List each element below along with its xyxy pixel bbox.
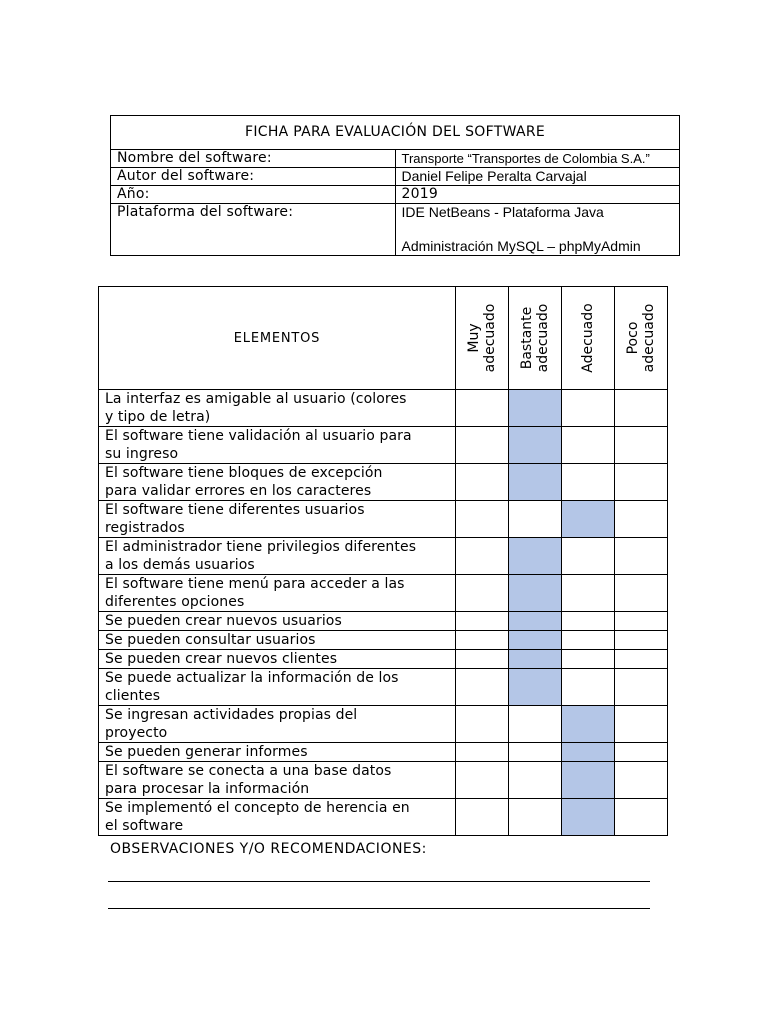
rating-cell-selected[interactable] (509, 631, 562, 650)
rating-column-header (456, 287, 509, 390)
rating-cell-selected[interactable] (562, 743, 615, 762)
rating-column-label-line: Adecuado (580, 303, 596, 373)
rating-cell[interactable] (562, 669, 615, 706)
criterion-line: para procesar la información (105, 781, 310, 797)
criterion-line: Se pueden generar informes (105, 744, 308, 760)
criterion-text (99, 501, 456, 538)
criterion-text (99, 427, 456, 464)
table-row (99, 706, 668, 743)
table-row (99, 612, 668, 631)
table-row (99, 464, 668, 501)
rating-cell[interactable] (615, 669, 668, 706)
rating-cell[interactable] (509, 799, 562, 836)
rating-cell[interactable] (562, 538, 615, 575)
table-row (99, 650, 668, 669)
rating-column-label (625, 304, 657, 373)
table-row (99, 631, 668, 650)
rating-cell[interactable] (509, 762, 562, 799)
rating-cell[interactable] (456, 799, 509, 836)
rating-cell[interactable] (456, 501, 509, 538)
rating-cell[interactable] (562, 464, 615, 501)
rating-cell-selected[interactable] (509, 390, 562, 427)
rating-cell[interactable] (615, 501, 668, 538)
rating-cell[interactable] (615, 762, 668, 799)
rating-cell-selected[interactable] (509, 575, 562, 612)
criterion-text (99, 650, 456, 669)
observations-line-2[interactable] (108, 908, 650, 909)
elements-header: ELEMENTOS (99, 287, 456, 390)
software-author-label: Autor del software: (111, 168, 396, 186)
rating-cell[interactable] (615, 799, 668, 836)
rating-cell[interactable] (615, 706, 668, 743)
rating-cell[interactable] (615, 743, 668, 762)
rating-cell[interactable] (615, 631, 668, 650)
criterion-line: proyecto (105, 725, 168, 741)
criterion-text (99, 612, 456, 631)
rating-cell-selected[interactable] (509, 464, 562, 501)
table-row (99, 762, 668, 799)
table-row (99, 501, 668, 538)
rating-cell[interactable] (456, 612, 509, 631)
criterion-line: Se puede actualizar la información de los (105, 670, 399, 686)
rating-cell[interactable] (456, 390, 509, 427)
criterion-line: El software tiene validación al usuario para (105, 428, 412, 444)
table-row (99, 427, 668, 464)
rating-column-header (562, 287, 615, 390)
platform-value-line-1: IDE NetBeans - Plataforma Java (401, 204, 604, 220)
rating-column-label-line: Muy (466, 323, 482, 353)
criterion-text (99, 464, 456, 501)
rating-column-header (509, 287, 562, 390)
criterion-line: el software (105, 818, 184, 834)
rating-cell[interactable] (456, 650, 509, 669)
software-author-value: Daniel Felipe Peralta Carvajal (395, 168, 680, 186)
rating-cell[interactable] (615, 427, 668, 464)
table-row (99, 799, 668, 836)
rating-cell-selected[interactable] (562, 762, 615, 799)
rating-cell[interactable] (615, 650, 668, 669)
criterion-line: El software tiene diferentes usuarios (105, 502, 365, 518)
year-label: Año: (111, 186, 396, 204)
rating-cell[interactable] (456, 762, 509, 799)
form-title: FICHA PARA EVALUACIÓN DEL SOFTWARE (111, 116, 680, 150)
rating-cell[interactable] (456, 427, 509, 464)
rating-cell[interactable] (456, 631, 509, 650)
rating-column-label-line: adecuado (535, 303, 551, 373)
rating-column-label-line: Bastante (519, 306, 535, 370)
criterion-line: Se pueden crear nuevos clientes (105, 651, 338, 667)
rating-cell-selected[interactable] (509, 650, 562, 669)
rating-cell[interactable] (615, 390, 668, 427)
criterion-line: para validar errores en los caracteres (105, 483, 372, 499)
rating-cell[interactable] (509, 743, 562, 762)
table-row (99, 743, 668, 762)
table-row (99, 669, 668, 706)
rating-cell-selected[interactable] (562, 799, 615, 836)
criterion-line: su ingreso (105, 446, 179, 462)
criterion-text (99, 390, 456, 427)
rating-column-label-line: adecuado (482, 303, 498, 373)
rating-cell[interactable] (562, 631, 615, 650)
observations-line-1[interactable] (108, 881, 650, 882)
rating-cell[interactable] (456, 464, 509, 501)
rating-cell-selected[interactable] (562, 706, 615, 743)
rating-cell[interactable] (562, 427, 615, 464)
rating-column-label (466, 304, 498, 373)
rating-cell[interactable] (456, 575, 509, 612)
rating-cell[interactable] (615, 464, 668, 501)
criterion-line: diferentes opciones (105, 594, 245, 610)
criterion-line: registrados (105, 520, 185, 536)
criterion-text (99, 799, 456, 836)
criterion-line: clientes (105, 688, 161, 704)
rating-cell[interactable] (456, 669, 509, 706)
rating-cell-selected[interactable] (509, 427, 562, 464)
criterion-line: Se pueden consultar usuarios (105, 632, 316, 648)
rating-cell[interactable] (562, 612, 615, 631)
rating-cell-selected[interactable] (509, 612, 562, 631)
evaluation-table (98, 286, 668, 836)
criterion-line: El software tiene menú para acceder a las (105, 576, 405, 592)
criterion-line: Se pueden crear nuevos usuarios (105, 613, 342, 629)
rating-cell[interactable] (509, 501, 562, 538)
rating-column-label (580, 303, 596, 372)
rating-cell[interactable] (562, 575, 615, 612)
criterion-line: Se ingresan actividades propias del (105, 707, 358, 723)
rating-cell-selected[interactable] (509, 669, 562, 706)
rating-cell[interactable] (615, 612, 668, 631)
rating-cell[interactable] (615, 575, 668, 612)
criterion-line: a los demás usuarios (105, 557, 255, 573)
table-row (99, 538, 668, 575)
criterion-text (99, 669, 456, 706)
rating-cell[interactable] (562, 390, 615, 427)
rating-column-label (519, 304, 551, 373)
software-name-label: Nombre del software: (111, 150, 396, 168)
rating-column-label-line: adecuado (641, 303, 657, 373)
rating-cell[interactable] (456, 538, 509, 575)
rating-column-header (615, 287, 668, 390)
rating-cell[interactable] (456, 743, 509, 762)
criterion-line: La interfaz es amigable al usuario (colores (105, 391, 407, 407)
rating-cell[interactable] (509, 706, 562, 743)
software-name-value: Transporte “Transportes de Colombia S.A.” (395, 150, 680, 168)
software-info-table (110, 115, 680, 256)
table-row (99, 390, 668, 427)
platform-value-line-2: Administración MySQL – phpMyAdmin (401, 238, 641, 254)
rating-cell-selected[interactable] (509, 538, 562, 575)
criterion-text (99, 631, 456, 650)
criterion-line: El administrador tiene privilegios diferentes (105, 539, 417, 555)
rating-cell-selected[interactable] (562, 501, 615, 538)
criterion-text (99, 575, 456, 612)
criterion-text (99, 762, 456, 799)
platform-value (395, 204, 680, 256)
criterion-text (99, 743, 456, 762)
rating-cell[interactable] (456, 706, 509, 743)
criterion-line: El software tiene bloques de excepción (105, 465, 383, 481)
platform-label: Plataforma del software: (111, 204, 396, 256)
criterion-line: y tipo de letra) (105, 409, 211, 425)
table-row (99, 575, 668, 612)
observations-title: OBSERVACIONES Y/O RECOMENDACIONES: (110, 841, 427, 857)
criterion-text (99, 538, 456, 575)
criterion-line: Se implementó el concepto de herencia en (105, 800, 410, 816)
criterion-text (99, 706, 456, 743)
rating-column-label-line: Poco (625, 321, 641, 355)
rating-cell[interactable] (562, 650, 615, 669)
rating-cell[interactable] (615, 538, 668, 575)
criterion-line: El software se conecta a una base datos (105, 763, 392, 779)
year-value: 2019 (395, 186, 680, 204)
